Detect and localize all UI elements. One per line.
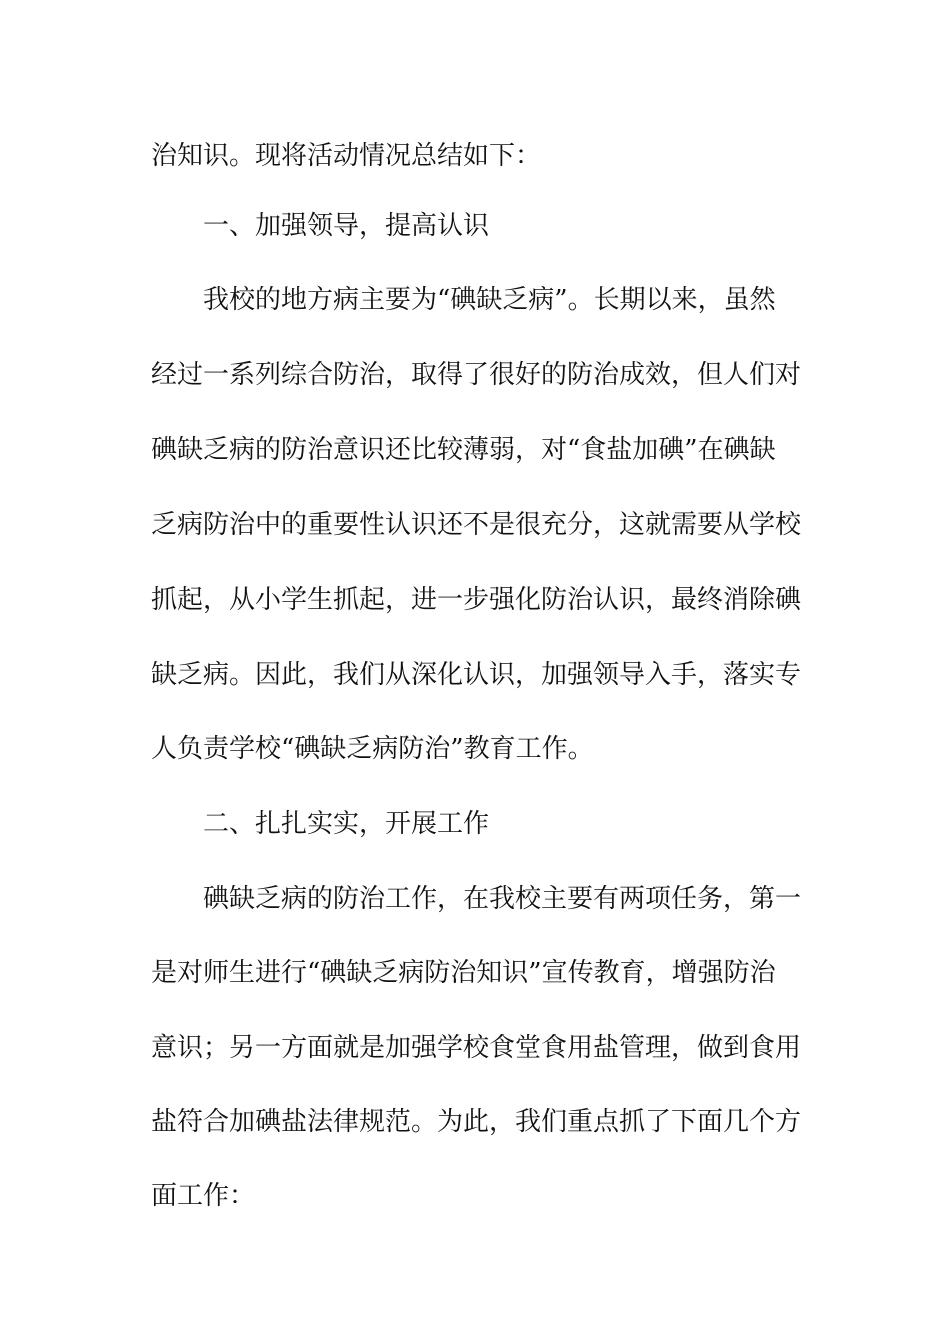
text-line: 是对师生进行“碘缺乏病防治知识”宣传教育，增强防治 (151, 958, 776, 988)
text-line: 治知识。现将活动情况总结如下： (151, 141, 542, 171)
text-line: 碘缺乏病的防治意识还比较薄弱，对“食盐加碘”在碘缺 (151, 435, 776, 465)
section-heading: 一、加强领导，提高认识 (203, 211, 490, 241)
section-heading: 二、扎扎实实，开展工作 (203, 809, 490, 839)
text-line: 人负责学校“碘缺乏病防治”教育工作。 (151, 734, 594, 764)
text-line: 盐符合加碘盐法律规范。为此，我们重点抓了下面几个方 (151, 1107, 801, 1137)
text-line: 乏病防治中的重要性认识还不是很充分，这就需要从学校 (151, 510, 801, 540)
text-line: 我校的地方病主要为“碘缺乏病”。长期以来，虽然 (203, 285, 776, 315)
text-line: 缺乏病。因此，我们从深化认识，加强领导入手，落实专 (151, 660, 801, 690)
text-line: 面工作： (151, 1181, 256, 1211)
text-line: 意识；另一方面就是加强学校食堂食用盐管理，做到食用 (151, 1033, 801, 1063)
text-line: 抓起，从小学生抓起，进一步强化防治认识，最终消除碘 (151, 585, 801, 615)
text-line: 碘缺乏病的防治工作，在我校主要有两项任务，第一 (203, 884, 802, 914)
text-line: 经过一系列综合防治，取得了很好的防治成效，但人们对 (151, 360, 801, 390)
